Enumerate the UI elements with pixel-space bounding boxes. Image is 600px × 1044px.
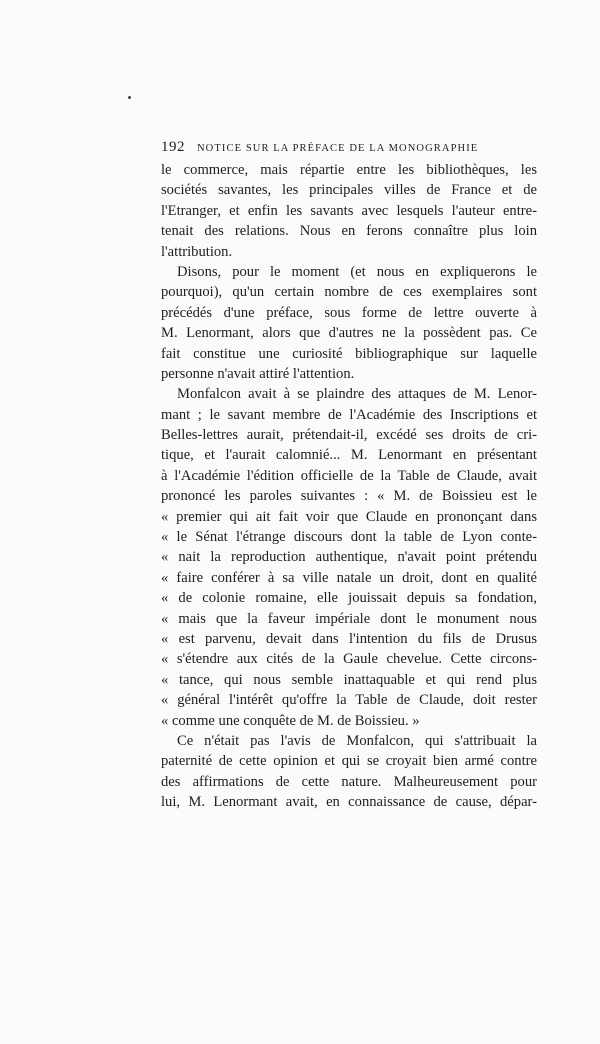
text-line: paternité de cette opinion et qui se croyait bien armé contre <box>161 753 537 770</box>
text-line: prononcé les paroles suivantes : « M. de Boissieu est le <box>161 488 537 505</box>
text-line: personne n'avait attiré l'attention. <box>161 365 355 382</box>
text-line: lui, M. Lenormant avait, en connaissance de cause, dépar- <box>161 794 537 811</box>
text-line: tique, et l'aurait calomnié... M. Lenormant en présentant <box>161 447 537 464</box>
text-line: « le Sénat l'étrange discours dont la table de Lyon conte- <box>161 529 537 546</box>
text-line: « faire conférer à sa ville natale un droit, dont en qualité <box>161 569 537 586</box>
text-line: à l'Académie l'édition officielle de la Table de Claude, avait <box>161 467 537 484</box>
text-line: l'Etranger, et enfin les savants avec lesquels l'auteur entre- <box>161 202 537 219</box>
text-line: « s'étendre aux cités de la Gaule chevelue. Cette circons- <box>161 651 537 668</box>
text-line: « est parvenu, devait dans l'intention du fils de Drusus <box>161 630 537 647</box>
text-line: Belles-lettres aurait, prétendait-il, excédé ses droits de cri- <box>161 427 537 444</box>
text-line: « mais que la faveur impériale dont le monument nous <box>161 610 537 627</box>
text-line: « premier qui ait fait voir que Claude en prononçant dans <box>161 508 537 525</box>
page-header <box>161 138 537 158</box>
text-line: fait constitue une curiosité bibliographique sur laquelle <box>161 345 537 362</box>
text-line: mant ; le savant membre de l'Académie des Inscriptions et <box>161 406 537 423</box>
text-line: Ce n'était pas l'avis de Monfalcon, qui s'attribuait la <box>177 732 537 749</box>
page-number: 192 <box>161 139 185 155</box>
text-line: l'attribution. <box>161 243 233 260</box>
text-line: le commerce, mais répartie entre les bibliothèques, les <box>161 162 537 178</box>
text-line: pourquoi), qu'un certain nombre de ces exemplaires sont <box>161 284 537 301</box>
text-line: Monfalcon avait à se plaindre des attaques de M. Lenor- <box>177 386 537 403</box>
text-line: « nait la reproduction authentique, n'avait point prétendu <box>161 549 537 566</box>
text-line: « général l'intérêt qu'offre la Table de Claude, doit rester <box>161 692 537 709</box>
text-line: précédés d'une préface, sous forme de lettre ouverte à <box>161 304 537 321</box>
text-line: tenait des relations. Nous en ferons connaître plus loin <box>161 223 537 240</box>
text-line: « comme une conquête de M. de Boissieu. » <box>161 712 420 729</box>
text-line: « tance, qui nous semble inattaquable et qui rend plus <box>161 671 537 688</box>
ink-speck <box>128 96 131 99</box>
text-line: « de colonie romaine, elle jouissait depuis sa fondation, <box>161 590 537 607</box>
body-text <box>161 160 537 813</box>
running-title: NOTICE SUR LA PRÉFACE DE LA MONOGRAPHIE <box>197 143 479 154</box>
text-line: Disons, pour le moment (et nous en expliquerons le <box>177 263 537 280</box>
text-line: des affirmations de cette nature. Malheureusement pour <box>161 773 537 790</box>
text-line: M. Lenormant, alors que d'autres ne la possèdent pas. Ce <box>161 325 537 342</box>
text-line: sociétés savantes, les principales villes de France et de <box>161 182 537 199</box>
